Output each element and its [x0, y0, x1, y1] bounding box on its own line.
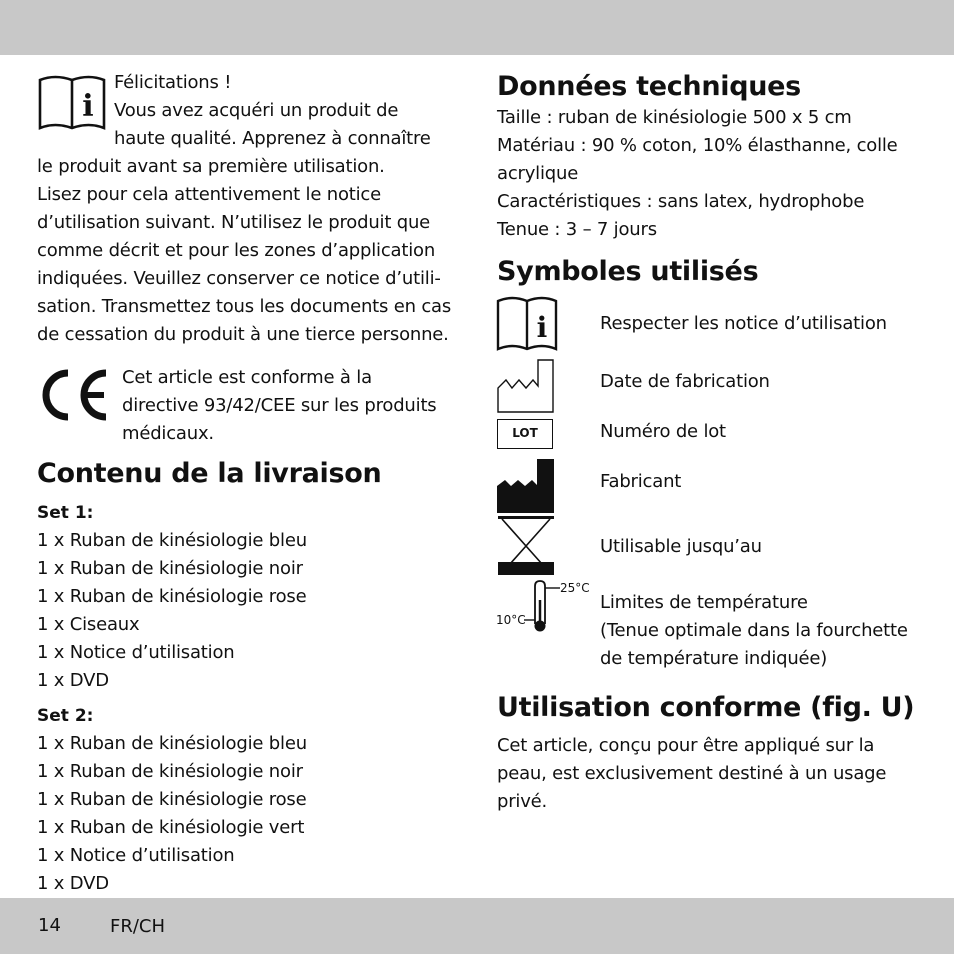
tech-line: acrylique: [497, 163, 579, 184]
symbol-lot-label: Numéro de lot: [600, 421, 726, 442]
lot-icon: LOT: [497, 419, 553, 449]
locale-label: FR/CH: [110, 916, 166, 937]
contents-heading: Contenu de la livraison: [37, 458, 382, 489]
usage-heading: Utilisation conforme (fig. U): [497, 692, 915, 723]
temp-line: (Tenue optimale dans la fourchette: [600, 620, 908, 641]
set1-list: [37, 527, 307, 695]
list-item: 1 x Ruban de kinésiologie noir: [37, 761, 303, 782]
symbol-instructions-label: Respecter les notice d’utilisation: [600, 313, 887, 334]
tech-heading: Données techniques: [497, 71, 801, 102]
list-item: 1 x Ruban de kinésiologie rose: [37, 586, 307, 607]
info-book-icon: [496, 293, 558, 351]
usage-line: privé.: [497, 791, 548, 812]
usage-text: [497, 732, 886, 816]
intro-line: Lisez pour cela attentivement le notice: [37, 184, 381, 205]
tech-line: Tenue : 3 – 7 jours: [497, 219, 657, 240]
symbol-manufacturer-label: Fabricant: [600, 471, 682, 492]
list-item: 1 x DVD: [37, 670, 109, 691]
intro-line: d’utilisation suivant. N’utilisez le produit que: [37, 212, 431, 233]
usage-line: peau, est exclusivement destiné à un usage: [497, 763, 887, 784]
intro-line: haute qualité. Apprenez à connaître: [114, 128, 431, 149]
list-item: 1 x DVD: [37, 873, 109, 894]
list-item: 1 x Ruban de kinésiologie vert: [37, 817, 305, 838]
tech-line: Matériau : 90 % coton, 10% élasthanne, colle: [497, 135, 898, 156]
svg-text:i: i: [536, 311, 548, 344]
list-item: 1 x Ruban de kinésiologie bleu: [37, 530, 307, 551]
intro-line: indiquées. Veuillez conserver ce notice d’utili-: [37, 268, 441, 289]
set1-label: Set 1:: [37, 503, 94, 523]
intro-text-cont: [37, 153, 451, 349]
page-number: 14: [38, 915, 61, 936]
intro-line: Vous avez acquéri un produit de: [114, 100, 399, 121]
intro-line: de cessation du produit à une tierce personne.: [37, 324, 449, 345]
factory-outline-icon: [496, 358, 556, 414]
intro-line: Félicitations !: [114, 72, 232, 93]
list-item: 1 x Notice d’utilisation: [37, 845, 235, 866]
tech-line: Caractéristiques : sans latex, hydrophobe: [497, 191, 865, 212]
temp-low-label: 10°C: [496, 613, 526, 627]
tech-text: [497, 104, 898, 244]
ce-text: [122, 364, 436, 448]
list-item: 1 x Notice d’utilisation: [37, 642, 235, 663]
temp-line: Limites de température: [600, 592, 808, 613]
ce-line: Cet article est conforme à la: [122, 367, 372, 388]
symbol-date-label: Date de fabrication: [600, 371, 770, 392]
intro-line: comme décrit et pour les zones d’application: [37, 240, 436, 261]
ce-mark-icon: [38, 367, 110, 423]
set2-label: Set 2:: [37, 706, 94, 726]
ce-line: directive 93/42/CEE sur les produits: [122, 395, 437, 416]
header-band: [0, 0, 954, 55]
symbol-useby-label: Utilisable jusqu’au: [600, 536, 762, 557]
symbols-heading: Symboles utilisés: [497, 256, 759, 287]
svg-text:i: i: [82, 89, 94, 124]
symbol-temp-label: [600, 589, 908, 673]
info-book-icon: [37, 72, 107, 130]
intro-line: sation. Transmettez tous les documents en cas: [37, 296, 452, 317]
thermometer-icon: [494, 578, 594, 634]
tech-line: Taille : ruban de kinésiologie 500 x 5 cm: [497, 107, 852, 128]
temp-line: de température indiquée): [600, 648, 828, 669]
intro-text: [114, 69, 431, 153]
list-item: 1 x Ciseaux: [37, 614, 140, 635]
list-item: 1 x Ruban de kinésiologie bleu: [37, 733, 307, 754]
list-item: 1 x Ruban de kinésiologie rose: [37, 789, 307, 810]
list-item: 1 x Ruban de kinésiologie noir: [37, 558, 303, 579]
set2-list: [37, 730, 307, 898]
usage-line: Cet article, conçu pour être appliqué sur la: [497, 735, 875, 756]
hourglass-icon: [496, 516, 556, 576]
ce-line: médicaux.: [122, 423, 214, 444]
factory-solid-icon: [496, 458, 556, 514]
temp-high-label: 25°C: [560, 581, 590, 595]
intro-line: le produit avant sa première utilisation.: [37, 156, 385, 177]
